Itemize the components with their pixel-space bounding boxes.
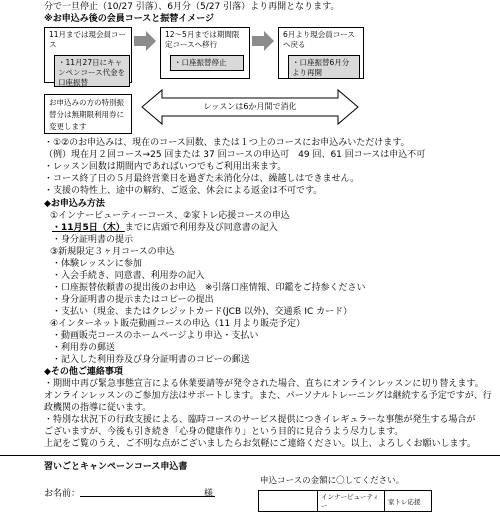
flow-heading: ※お申込み後の会員コースと振替イメージ	[44, 14, 215, 24]
method-2: ③新規限定３ヶ月コースの申込	[50, 247, 175, 257]
contact-line-2: オンラインレッスンのご参加方法はサポートします。また、パーソナルトレーニングは継続する予定ですが、行	[44, 391, 492, 401]
arrow-label: レッスンは6か月間で消化	[203, 102, 297, 111]
flow-box-current-inner: ・11月27日にキャンペンコース代金を口座振替	[54, 55, 130, 87]
method-heading: ◆お申込み方法	[44, 199, 105, 209]
form-title: 習いごとキャンペーンコース申込書	[44, 462, 188, 472]
flow-box-current-title: 11月までは現会員コース	[49, 30, 127, 49]
table-header-inner-beauty: インナービューティー	[318, 491, 385, 512]
method-1-a-text: までに店頭で利用券及び同意書の記入	[124, 223, 278, 233]
flow-arrow-1	[146, 31, 156, 51]
method-1: ①インナービューティーコース、②家トレ応援コースの申込	[50, 211, 290, 221]
method-3-c: ・記入した利用券及び身分証明書のコピーの郵送	[52, 355, 250, 365]
flow-box-limited-inner: ・口座振替停止	[170, 55, 244, 71]
name-label: お名前：	[44, 489, 81, 499]
table-cell-empty	[259, 491, 318, 512]
method-3-b: ・利用券の郵送	[52, 343, 116, 353]
fee-table	[258, 490, 432, 512]
intro-text: 分で一旦停止（10/27 引落）、6月分（5/27 引落）より再開となります。	[44, 2, 340, 12]
contact-line-1: ・期間中再び緊急事態宣言による休業要請等が発令された場合、直ちにオンラインレッスンに切り替えます。	[44, 379, 484, 389]
method-3-a: ・動画販売コースのホームページより申込・支払い	[52, 331, 259, 341]
method-2-a: ・体験レッスンに参加	[52, 259, 142, 269]
table-header-home-training: 家トレ応援	[385, 491, 432, 512]
method-2-c: ・口座振替依頼書の提出後のお申込 ※引落口座情報、印鑑をご持参ください	[52, 283, 366, 293]
rule-4: ・コース終了日の５月最終営業日を過ぎた未消化分は、繰越しはできません。	[44, 174, 360, 184]
contact-line-5: ございますが、今後も引き続き「心身の健康作り」という目的に見合うよう尽力します。	[44, 427, 404, 437]
method-2-e: ・支払い（現金、またはクレジットカード(JCB 以外)、交通系 IC カード）	[52, 307, 353, 317]
flow-arrow-1-bar	[134, 36, 146, 46]
flow-box-limited-course	[160, 27, 250, 79]
rule-3: ・レッスン回数は期間内であればいつでもご利用出来ます。	[44, 162, 287, 172]
contact-line-3: 政機関の指導に従います。	[44, 403, 152, 413]
note-box: お申込みの方の特別振替分は無期限利用券に変更します	[44, 94, 132, 134]
table-row	[259, 491, 432, 512]
rule-5: ・支援の特性上、途中の解約、ご返金、休会による返金は不可です。	[44, 186, 323, 196]
contact-line-6: 上記をご覧のうえ、ご不明な点がございましたらお気軽にご連絡ください。以上、よろしくお願いします。	[44, 439, 476, 449]
name-suffix: 様	[204, 489, 214, 499]
flow-arrow-2	[264, 31, 274, 51]
method-2-d: ・身分証明書の提示またはコピーの提出	[52, 295, 214, 305]
rule-1: ・①②のお申込みは、現在のコース回数、または１つ上のコースにお申込みいただけます。	[44, 138, 410, 148]
contact-line-4: ・特別な状況下の行政支援による、臨時コースのサービス提供につきイレギュラーな事態が発生する場合が	[44, 415, 476, 425]
deadline-date: ・11月5日（木）	[52, 223, 125, 233]
method-1-b: ・身分証明書の提示	[52, 235, 134, 245]
method-1-a	[52, 223, 278, 234]
method-3: ④インターネット販売動画コースの申込（11 月より販売予定）	[50, 319, 306, 329]
form-separator	[0, 455, 500, 456]
flow-arrow-2-bar	[252, 36, 264, 46]
rule-2: （例）現在月２回コース→25 回または 37 回コースの申込可 49 回、61 回コースは申込不可	[44, 150, 426, 160]
flow-box-limited-title: 12～5月までは期間限定コースへ移行	[165, 30, 240, 49]
flow-box-return-inner: ・口座振替6月分より再開	[288, 55, 360, 79]
amount-instruction: 申込コースの金額に〇してください。	[260, 476, 405, 486]
name-input-line[interactable]	[80, 496, 215, 497]
flow-box-return-title: 6月より現会員コースへ戻る	[283, 30, 355, 49]
method-2-b: ・入会手続き、同意書、利用券の記入	[52, 271, 205, 281]
contact-heading: ◆その他ご連絡事項	[44, 367, 123, 377]
